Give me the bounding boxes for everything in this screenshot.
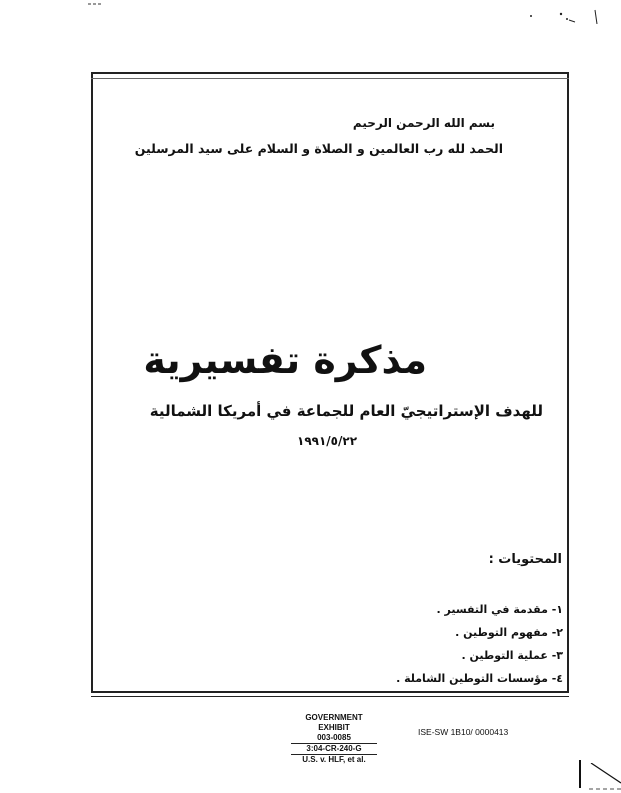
basmala-heading: بسم الله الرحمن الرحيم: [352, 116, 495, 130]
document-title: مذكرة تفسيرية: [143, 338, 427, 382]
exhibit-case-name: U.S. v. HLF, et al.: [302, 755, 366, 764]
scan-artifact-corner: [581, 763, 621, 793]
exhibit-case-number: 3:04-CR-240-G: [291, 744, 377, 755]
contents-item: ١- مقدمة في التفسير .: [436, 603, 563, 616]
contents-item: ٤- مؤسسات التوطين الشاملة .: [396, 672, 563, 685]
contents-heading: المحتويات :: [488, 552, 562, 567]
contents-item: ٢- مفهوم التوطين .: [455, 626, 563, 639]
exhibit-number: 003-0085: [291, 733, 377, 744]
scan-artifact-top-right: [523, 8, 603, 24]
contents-list: [396, 598, 563, 690]
bates-number: ISE-SW 1B10/ 0000413: [418, 727, 509, 737]
exhibit-line-2: EXHIBIT: [318, 723, 350, 732]
government-exhibit-label: [291, 713, 377, 765]
contents-item: ٣- عملية التوطين .: [461, 649, 563, 662]
document-date: ١٩٩١/٥/٢٢: [297, 434, 358, 448]
scan-artifact-top-left: [88, 2, 128, 6]
exhibit-line-1: GOVERNMENT: [305, 713, 363, 722]
invocation-line: الحمد لله رب العالمين و الصلاة و السلام على سيد المرسلين: [134, 141, 503, 156]
document-subtitle: للهدف الإستراتيجيّ العام للجماعة في أمريكا الشمالية: [149, 402, 543, 420]
